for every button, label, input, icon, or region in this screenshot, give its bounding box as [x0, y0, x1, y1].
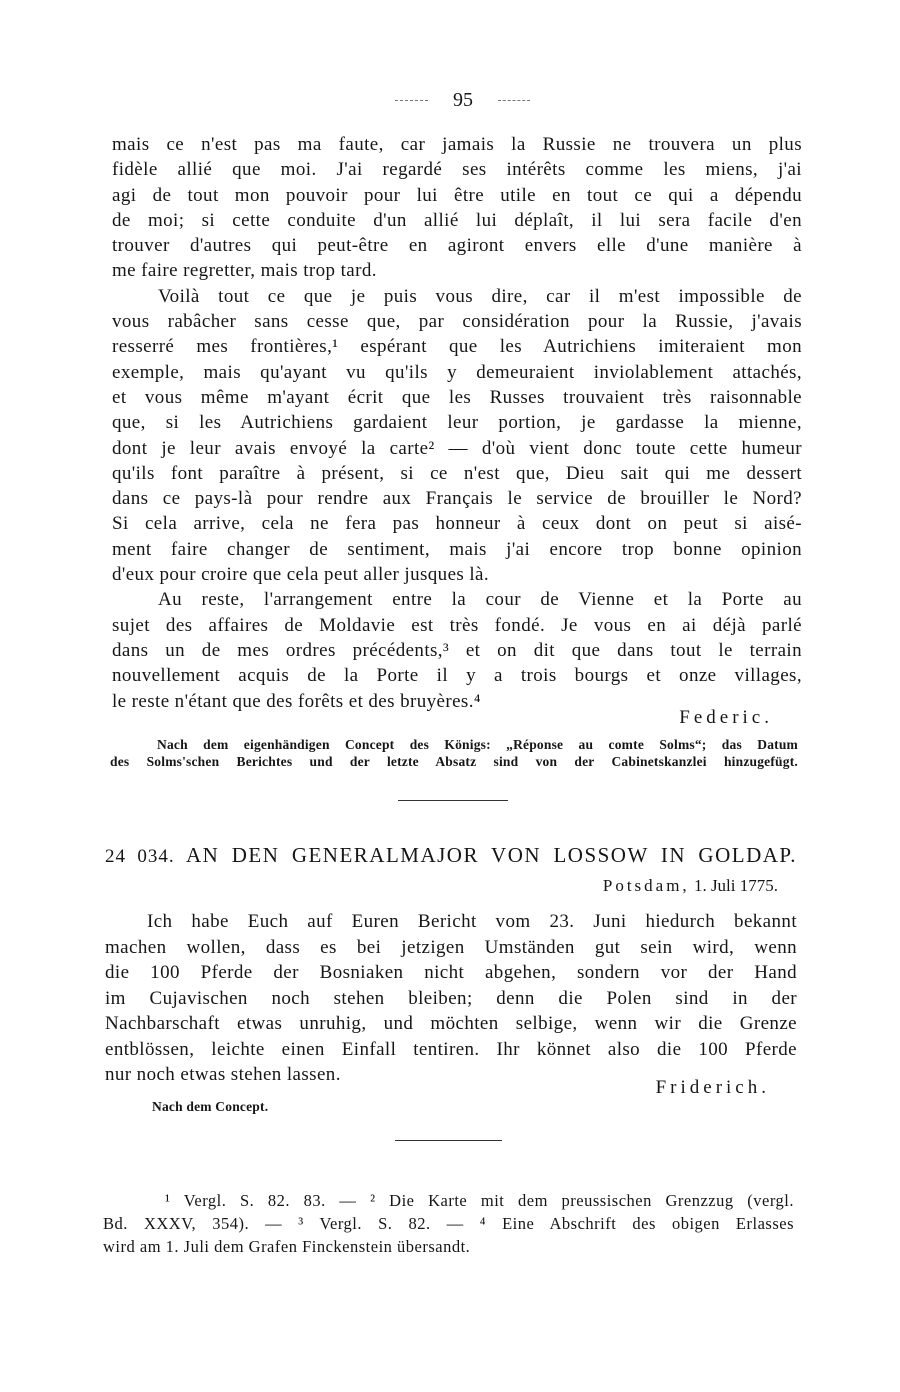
text-line: fidèle allié que moi. J'ai regardé ses intérêts comme les miens, j'ai: [112, 159, 802, 181]
text-line: exemple, mais qu'ayant vu qu'ils y demeuraient inviolablement attachés,: [112, 361, 802, 383]
dateline-date: 1. Juli 1775.: [693, 876, 778, 895]
dateline: [603, 874, 778, 898]
text-line: vous rabâcher sans cesse que, par considération pour la Russie, j'avais: [112, 311, 802, 333]
signature: Federic.: [679, 707, 773, 728]
letter-number: 24 034.: [105, 846, 175, 867]
letter-title: AN DEN GENERALMAJOR VON LOSSOW IN GOLDAP.: [185, 843, 798, 867]
paragraph: [112, 284, 802, 588]
text-line: de moi; si cette conduite d'un allié lui déplaît, il lui sera facile d'en: [112, 209, 802, 231]
text-line: me faire regretter, mais trop tard.: [112, 260, 377, 282]
header-rule-right: [498, 100, 530, 101]
text-line: qu'ils font paraître à présent, si ce n'est que, Dieu sait qui me dessert: [112, 462, 802, 484]
letter-heading: [105, 843, 797, 869]
text-line: Au reste, l'arrangement entre la cour de Vienne et la Porte au: [158, 589, 802, 611]
text-line: die 100 Pferde der Bosniaken nicht abgehen, sondern vor der Hand: [105, 962, 797, 983]
text-line: Voilà tout ce que je puis vous dire, car il m'est impossible de: [158, 285, 802, 307]
text-line: sujet des affaires de Moldavie est très fondé. Je vous en ai déjà parlé: [112, 614, 802, 636]
text-line: Nachbarschaft etwas unruhig, und möchten selbige, wenn wir die Grenze: [105, 1013, 797, 1034]
text-line: et vous même m'ayant écrit que les Russes trouvaient très raisonnable: [112, 386, 802, 408]
text-line: d'eux pour croire que cela peut aller jusques là.: [112, 564, 490, 586]
text-line: trouver d'autres qui peut-être en agiront envers elle d'une manière à: [112, 235, 802, 257]
paragraph: [112, 587, 802, 713]
footnote-line: wird am 1. Juli dem Grafen Finckenstein übersandt.: [103, 1237, 471, 1256]
paragraph: [112, 132, 802, 284]
footnotes: [103, 1189, 794, 1258]
editorial-note: [110, 737, 798, 770]
text-line: dont je leur avais envoyé la carte² — d'où vient donc toute cette humeur: [112, 437, 802, 459]
footnote-divider: [395, 1140, 502, 1141]
footnote-line: ¹ Vergl. S. 82. 83. — ² Die Karte mit dem preussischen Grenzzug (vergl.: [165, 1191, 794, 1210]
text-line: entblössen, leichte einen Einfall tentiren. Ihr könnet also die 100 Pferde: [105, 1038, 797, 1060]
text-line: dans ce pays-là pour rendre aux Français le service de brouiller le Nord?: [112, 488, 802, 510]
text-line: resserré mes frontières,¹ espérant que les Autrichiens imiteraient mon: [112, 336, 802, 358]
section-divider: [398, 800, 508, 801]
text-line: que, si les Autrichiens gardaient leur portion, je gardasse la mienne,: [112, 412, 802, 434]
editorial-note-line: Nach dem eigenhändigen Concept des Königs: „Réponse au comte Solms“; das Datum: [157, 737, 798, 752]
text-line: ment faire changer de sentiment, mais j'ai encore trop bonne opinion: [112, 538, 802, 560]
editorial-note-line: des Solms'schen Berichtes und der letzte Absatz sind von der Cabinetskanzlei hinzugefügt.: [110, 753, 798, 769]
letter-1-body: [112, 132, 802, 714]
text-line: Ich habe Euch auf Euren Bericht vom 23. Juni hiedurch bekannt: [147, 911, 797, 932]
header-rule-left: [395, 100, 428, 101]
text-line: agi de tout mon pouvoir pour lui être utile en tout ce qui a dépendu: [112, 184, 802, 206]
text-line: dans un de mes ordres précédents,³ et on dit que dans tout le terrain: [112, 639, 802, 661]
text-line: machen wollen, dass es bei jetzigen Umständen gut sein wird, wenn: [105, 936, 797, 958]
text-line: Si cela arrive, cela ne fera pas honneur à ceux dont on peut si aisé-: [112, 513, 802, 535]
page-number: 95: [453, 89, 473, 111]
editorial-note: Nach dem Concept.: [152, 1099, 269, 1114]
footnote-line: Bd. XXXV, 354). — ³ Vergl. S. 82. — ⁴ Eine Abschrift des obigen Erlasses: [103, 1214, 794, 1233]
text-line: nur noch etwas stehen lassen.: [105, 1064, 341, 1085]
text-line: nouvellement acquis de la Porte il y a trois bourgs et onze villages,: [112, 665, 802, 687]
text-line: mais ce n'est pas ma faute, car jamais la Russie ne trouvera un plus: [112, 134, 802, 155]
letter-2-body: [105, 909, 797, 1088]
page-header: [380, 88, 550, 112]
dateline-place: Potsdam,: [602, 876, 690, 895]
text-line: le reste n'étant que des forêts et des bruyères.⁴: [112, 690, 481, 712]
signature: Friderich.: [655, 1077, 770, 1098]
text-line: im Cujavischen noch stehen bleiben; denn die Polen sind in der: [105, 987, 797, 1009]
